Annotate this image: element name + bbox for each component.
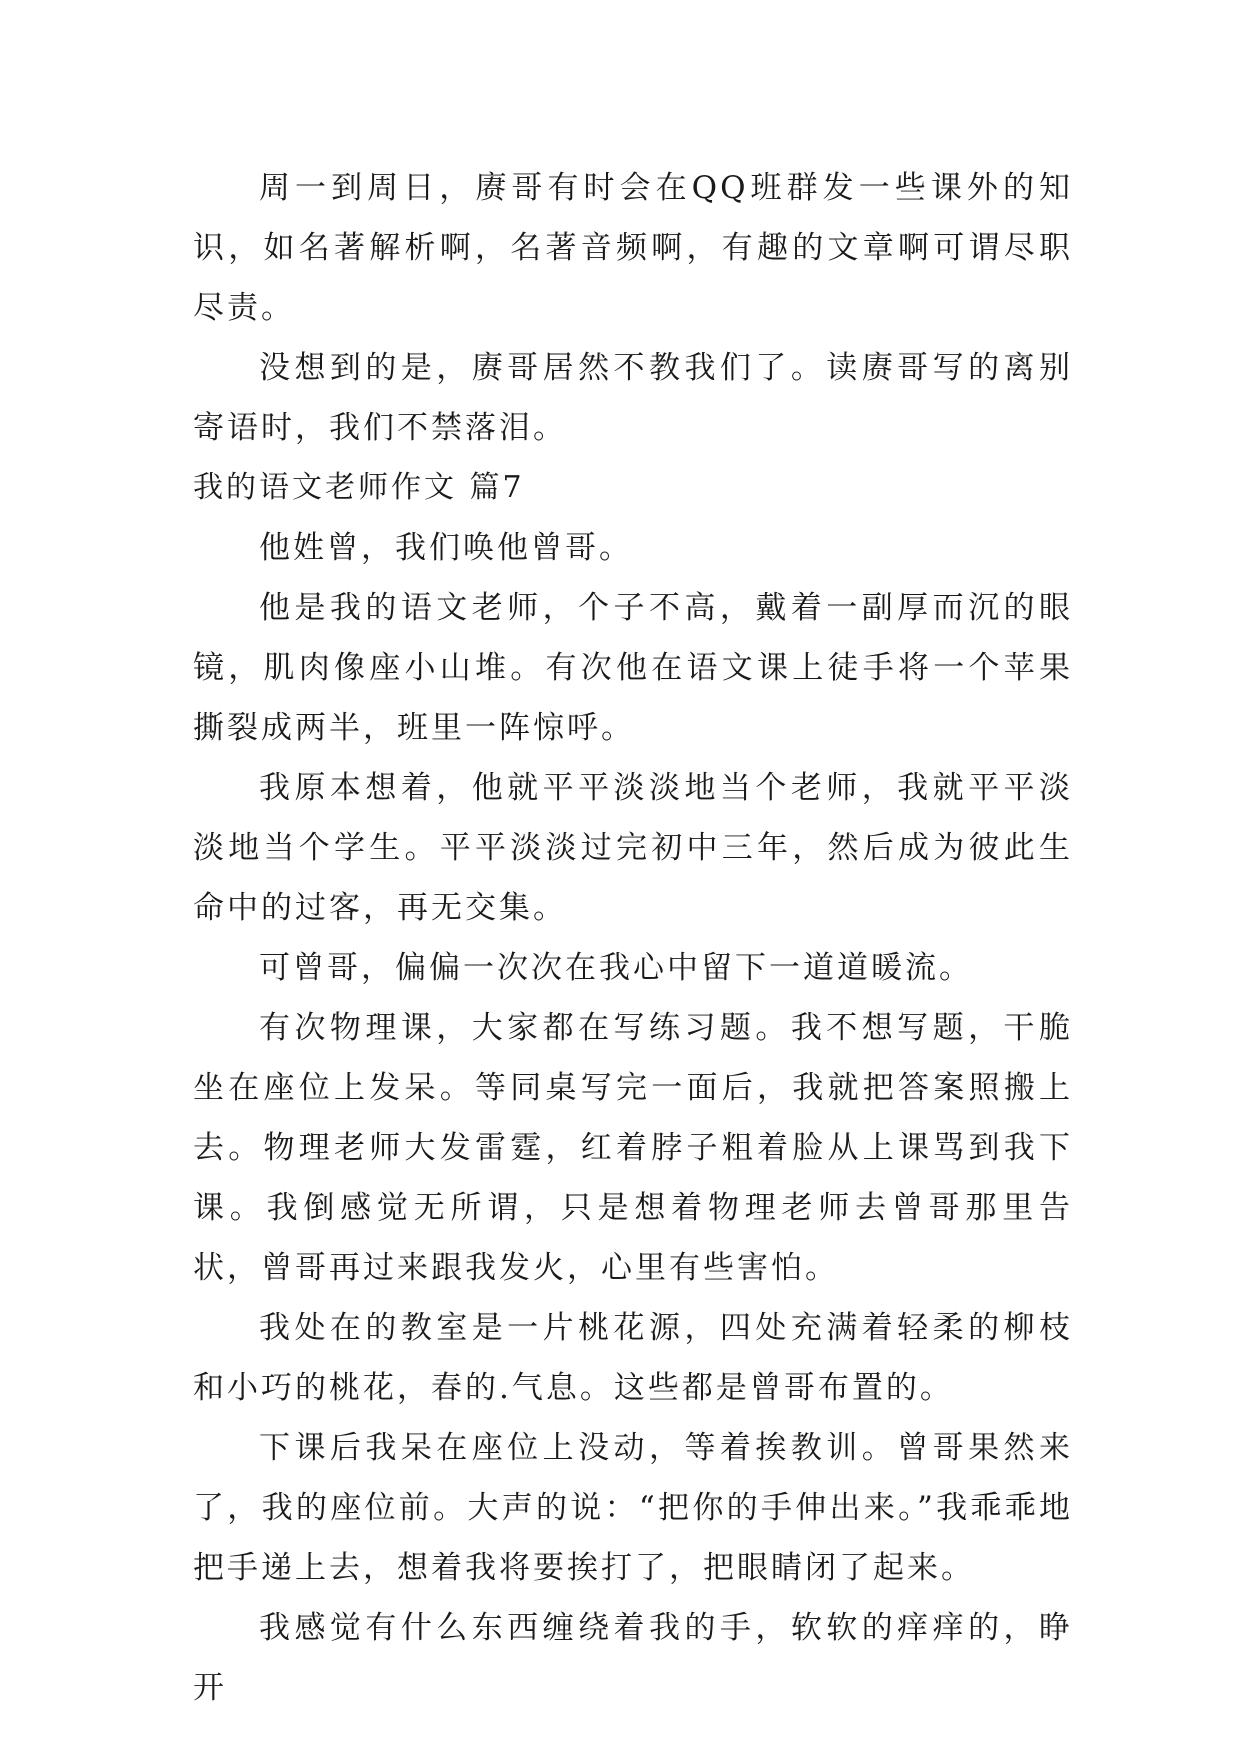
paragraph: 我处在的教室是一片桃花源，四处充满着轻柔的柳枝和小巧的桃花，春的.气息。这些都是曾哥布置的。 bbox=[193, 1310, 1073, 1406]
paragraph: 周一到周日，赓哥有时会在QQ班群发一些课外的知识，如名著解析啊，名著音频啊，有趣的文章啊可谓尽职尽责。 bbox=[193, 170, 1073, 326]
paragraph: 没想到的是，赓哥居然不教我们了。读赓哥写的离别寄语时，我们不禁落泪。 bbox=[193, 350, 1073, 446]
paragraph: 他姓曾，我们唤他曾哥。 bbox=[259, 530, 633, 566]
paragraph: 我原本想着，他就平平淡淡地当个老师，我就平平淡淡地当个学生。平平淡淡过完初中三年，然后成为彼此生命中的过客，再无交集。 bbox=[193, 770, 1073, 926]
paragraph: 我感觉有什么东西缠绕着我的手，软软的痒痒的，睁开 bbox=[193, 1610, 1073, 1706]
section-heading: 我的语文老师作文 篇7 bbox=[193, 470, 525, 505]
paragraph: 有次物理课，大家都在写练习题。我不想写题，干脆坐在座位上发呆。等同桌写完一面后，我就把答案照搬上去。物理老师大发雷霆，红着脖子粗着脸从上课骂到我下课。我倒感觉无所谓，只是想着物理老师去曾哥那里告状，曾哥再过来跟我发火，心里有些害怕。 bbox=[193, 1010, 1073, 1286]
document-body bbox=[193, 158, 1073, 1718]
paragraph: 下课后我呆在座位上没动，等着挨教训。曾哥果然来了，我的座位前。大声的说：“把你的手伸出来。”我乖乖地把手递上去，想着我将要挨打了，把眼睛闭了起来。 bbox=[193, 1430, 1073, 1586]
paragraph: 他是我的语文老师，个子不高，戴着一副厚而沉的眼镜，肌肉像座小山堆。有次他在语文课上徒手将一个苹果撕裂成两半，班里一阵惊呼。 bbox=[193, 590, 1073, 746]
paragraph: 可曾哥，偏偏一次次在我心中留下一道道暖流。 bbox=[259, 950, 973, 986]
